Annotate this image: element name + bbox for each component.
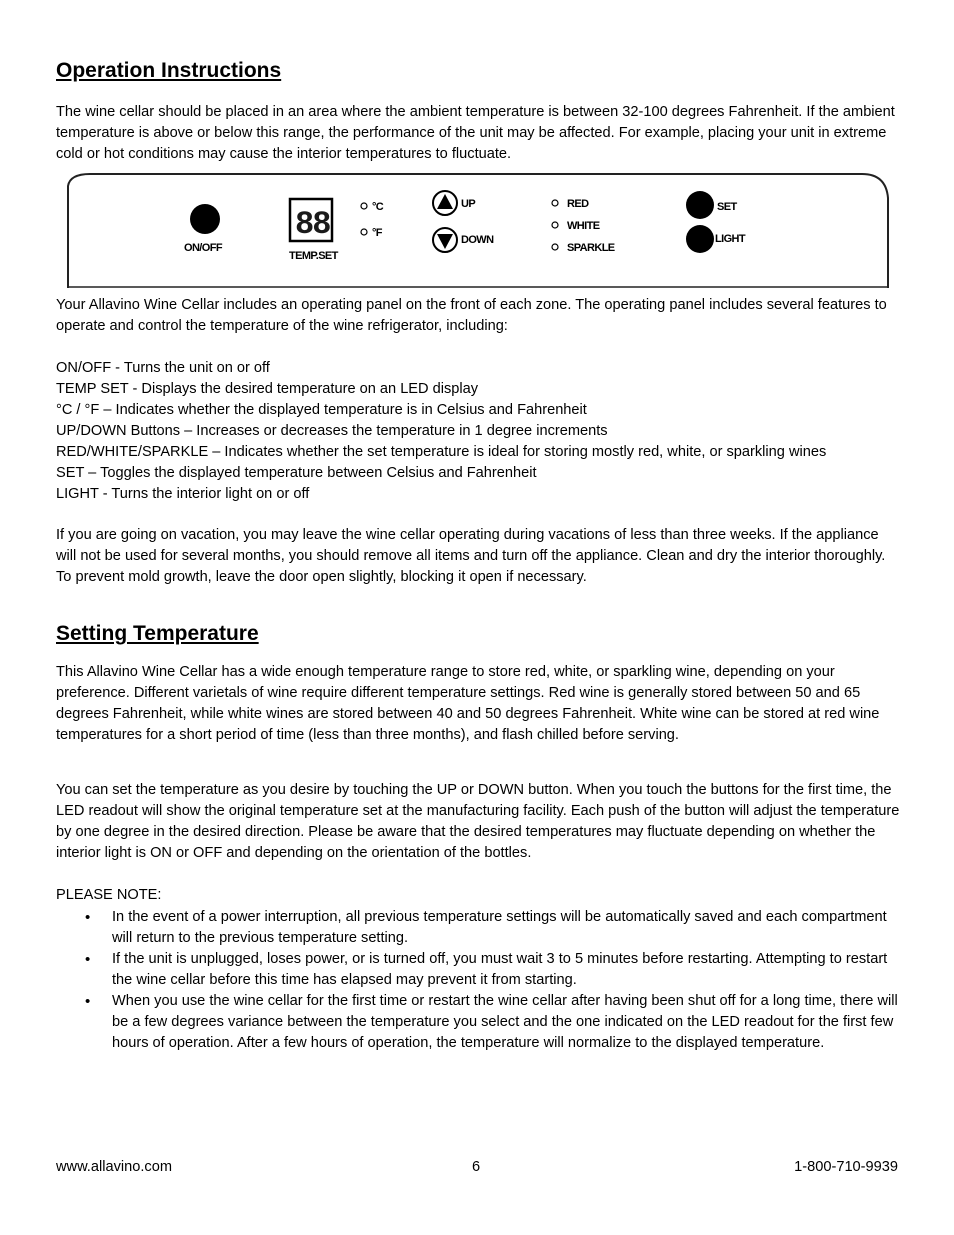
section-heading-setting-temperature: Setting Temperature [56,622,259,645]
page-footer [56,1157,898,1178]
vacation-paragraph: If you are going on vacation, you may leave the wine cellar operating during vacations of less than three weeks. If the appliance will not be used for several months, you should remove all items and turn off the appliance. Clean and dry the interior thoroughly. To prevent mold growth, leave the door open slightly, blocking it open if necessary. [56,527,886,585]
section-heading-operation: Operation Instructions [56,59,282,82]
sparkle-indicator-icon [552,244,558,250]
footer-website: www.allavino.com [56,1159,172,1175]
onoff-button-icon[interactable] [190,204,220,234]
feature-item: LIGHT - Turns the interior light on or off [56,486,310,502]
intro-paragraph: The wine cellar should be placed in an area where the ambient temperature is between 32-100 degrees Fahrenheit. If the ambient temperature is above or below this range, the performance of the unit may be affected. For example, placing your unit in extreme cold or hot conditions may cause the interior temperatures to fluctuate. [56,104,895,162]
set-button-icon[interactable] [686,191,714,219]
temperature-paragraph-2: You can set the temperature as you desire by touching the UP or DOWN button. When you touch the buttons for the first time, the LED readout will show the original temperature set at the manufacturing facility. Each push of the button will adjust the temperature by one degree in the desired direction. Please be aware that the desired temperatures may fluctuate depending on whether the interior light is ON or OFF and depending on the orientation of the bottles. [56,782,900,861]
down-label: DOWN [461,234,494,246]
temperature-paragraph-1: This Allavino Wine Cellar has a wide enough temperature range to store red, white, or sparkling wine, depending on your preference. Different varietals of wine require different temperature settings. Red wine is generally stored between 50 and 65 degrees Fahrenheit, while white wines are stored between 40 and 50 degrees Fahrenheit. White wine can be stored at red wine temperatures for a short period of time (less than three months), and flash chilled before serving. [56,664,880,743]
red-indicator-icon [552,200,558,206]
list-item: • When you use the wine cellar for the first time or restart the wine cellar after having been shut off for a long time, there will be a few degrees variance between the temperature you select and the one indicated on the LED readout for the first few hours of operation. After a few hours of operation, the temperature will normalize to the displayed temperature. [56,991,899,1054]
light-label: LIGHT [715,233,745,245]
fahrenheit-indicator-icon [361,229,367,235]
list-item: • If the unit is unplugged, loses power, or is turned off, you must wait 3 to 5 minutes before restarting. Attempting to restart the wine cellar before this time has elapsed may prevent it from starting. [56,949,899,991]
light-button-icon[interactable] [686,225,714,253]
feature-item: RED/WHITE/SPARKLE – Indicates whether the set temperature is ideal for storing mostly red, white, or sparkling wines [56,444,827,460]
white-label: WHITE [567,220,600,232]
footer-page-number: 6 [472,1159,481,1175]
fahrenheit-label: °F [372,227,382,239]
notes-list [56,907,899,1054]
sparkle-label: SPARKLE [567,242,615,254]
onoff-label: ON/OFF [184,242,222,254]
led-digits: 88 [295,206,330,243]
celsius-indicator-icon [361,203,367,209]
white-indicator-icon [552,222,558,228]
feature-list [56,358,901,505]
feature-item: TEMP SET - Displays the desired temperature on an LED display [56,381,479,397]
feature-item: °C / °F – Indicates whether the displayed temperature is in Celsius and Fahrenheit [56,402,587,418]
feature-item: ON/OFF - Turns the unit on or off [56,360,270,376]
set-label: SET [717,201,737,213]
control-panel-diagram [66,172,890,288]
feature-item: SET – Toggles the displayed temperature between Celsius and Fahrenheit [56,465,537,481]
footer-phone: 1-800-710-9939 [794,1159,898,1175]
red-label: RED [567,198,589,210]
up-label: UP [461,198,476,210]
panel-description: Your Allavino Wine Cellar includes an operating panel on the front of each zone. The operating panel includes several features to operate and control the temperature of the wine refrigerator, including: [56,297,887,334]
celsius-label: °C [372,201,384,213]
temp-set-label: TEMP.SET [289,250,338,262]
list-item: • In the event of a power interruption, all previous temperature settings will be automatically saved and each compartment will return to the previous temperature setting. [56,907,899,949]
feature-item: UP/DOWN Buttons – Increases or decreases the temperature in 1 degree increments [56,423,608,439]
note-heading: PLEASE NOTE: [56,887,162,903]
